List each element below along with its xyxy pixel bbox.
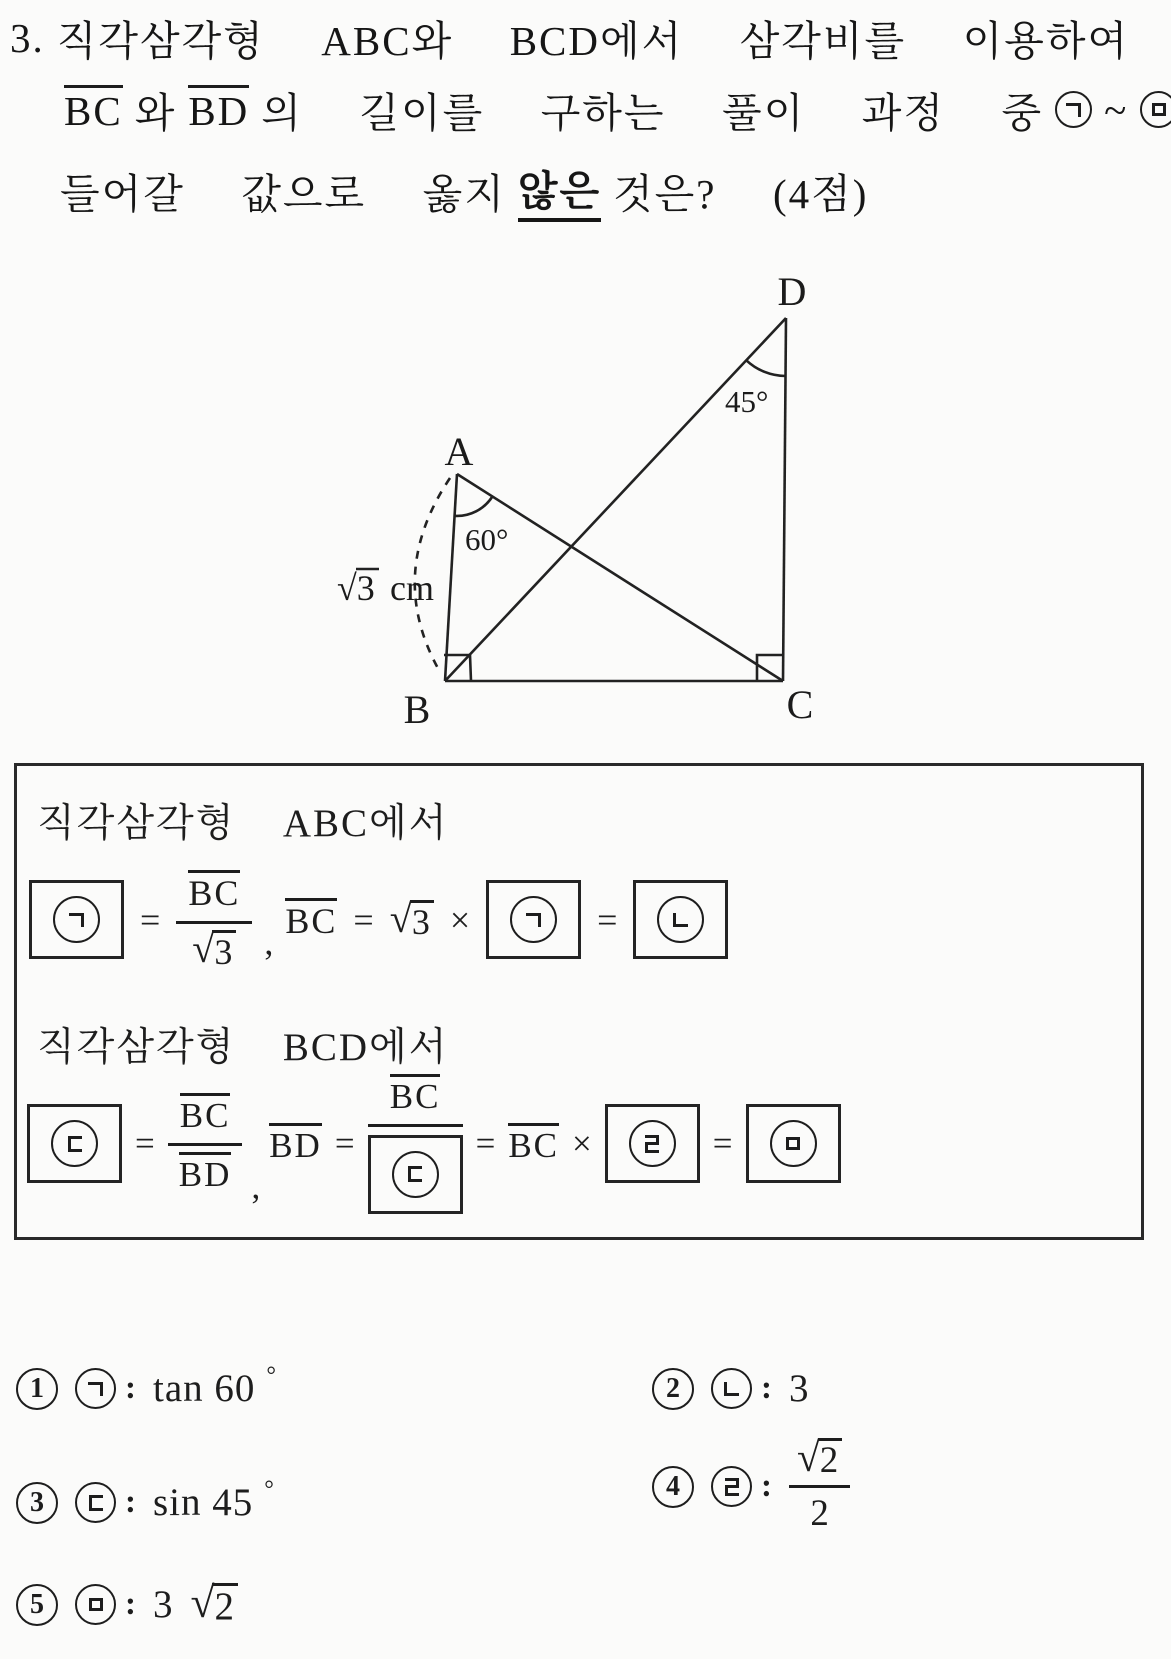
solution-line-bcd: 직각삼각형 BCD에서	[37, 1026, 449, 1069]
blank-giyeok-box	[29, 880, 124, 959]
radicand-2: 2	[212, 1583, 238, 1626]
segment-bd: BD	[269, 1123, 322, 1166]
jamo-tikeut-glyph	[68, 1136, 82, 1152]
jamo-giyeok-glyph	[526, 913, 541, 927]
jamo-mieum-glyph	[786, 1137, 800, 1150]
vertex-c-label: C	[786, 682, 814, 727]
question-line-1-text: 직각삼각형 ABC와 BCD에서 삼각비를 이용하여	[56, 18, 1130, 64]
colon: :	[125, 1370, 136, 1406]
times-sign: ×	[572, 1124, 592, 1164]
equals-sign: =	[140, 899, 161, 940]
equation-abc	[29, 870, 728, 970]
segment-bc: BC	[390, 1074, 441, 1117]
question-line-3-text-b: 것은? (4점)	[613, 170, 869, 217]
question-line-2	[64, 80, 1171, 139]
tilde-range: ~	[1104, 86, 1129, 133]
mark-nieun-icon	[711, 1368, 752, 1409]
mark-tikeut-icon	[51, 1120, 98, 1167]
mark-giyeok-icon	[1055, 91, 1092, 128]
unit-cm: cm	[390, 568, 434, 608]
mark-tikeut-icon	[75, 1482, 116, 1523]
blank-tikeut-box	[27, 1104, 122, 1183]
mark-tikeut-icon	[392, 1151, 439, 1198]
vertex-a-label: A	[444, 429, 474, 474]
fraction-bc-over-sqrt3	[176, 870, 252, 970]
choice-3-number-icon: 3	[16, 1482, 58, 1524]
choice-1-number-icon: 1	[16, 1368, 58, 1410]
mark-giyeok-icon	[510, 896, 557, 943]
blank-nieun-box	[633, 880, 728, 959]
segment-bd: BD	[179, 1152, 232, 1195]
choice-2-number-icon: 2	[652, 1368, 694, 1410]
denominator-2: 2	[810, 1493, 829, 1534]
choice-2	[652, 1366, 810, 1411]
jamo-rieul-glyph	[725, 1478, 739, 1496]
jamo-rieul-glyph	[645, 1135, 659, 1153]
times-sign: ×	[449, 899, 471, 940]
blank-mieum-box	[746, 1104, 841, 1183]
segment-bc: BC	[180, 1093, 231, 1136]
choice-4	[652, 1434, 850, 1535]
segment-bc-label: BC	[64, 85, 123, 134]
vertex-b-label: B	[403, 687, 431, 730]
angle-a-value: 60°	[465, 522, 509, 557]
radical-sign: √	[192, 925, 215, 971]
equals-sign: =	[475, 1124, 496, 1164]
jamo-tikeut-glyph	[408, 1166, 422, 1182]
comma: ,	[264, 921, 274, 962]
sqrt-2	[797, 1434, 842, 1481]
angle-arc-a	[455, 497, 493, 516]
question-number: 3.	[10, 14, 45, 61]
mark-giyeok-icon	[75, 1368, 116, 1409]
question-line-2-text-a: 와	[134, 90, 177, 136]
segment-bd-label: BD	[188, 85, 249, 134]
jamo-nieun-glyph	[724, 1382, 739, 1396]
question-line-3-text-a: 들어갈 값으로 옳지	[60, 170, 506, 217]
vertex-d-label: D	[777, 269, 807, 314]
colon: :	[125, 1586, 136, 1622]
question-line-1	[10, 8, 1129, 67]
equals-sign: =	[334, 1124, 355, 1164]
question-line-2-text-b: 의 길이를 구하는 풀이 과정 중	[261, 90, 1044, 136]
sqrt-3	[389, 895, 434, 942]
radical-sign: √	[797, 1434, 820, 1480]
triangle-diagram	[300, 250, 860, 730]
segment-bc: BC	[188, 870, 240, 914]
equals-sign: =	[597, 899, 618, 940]
sqrt-3	[192, 925, 236, 972]
colon: :	[761, 1468, 772, 1504]
equals-sign: =	[135, 1124, 155, 1164]
segment-bc: BC	[285, 898, 337, 942]
blank-tikeut-box	[368, 1135, 463, 1214]
fraction-bc-over-bd	[168, 1093, 243, 1194]
equals-sign: =	[353, 899, 374, 940]
solution-line-abc: 직각삼각형 ABC에서	[37, 802, 449, 845]
equation-bcd	[27, 1074, 841, 1214]
choice-3	[16, 1477, 274, 1525]
radicand-3: 3	[356, 568, 375, 608]
mark-giyeok-icon	[53, 896, 100, 943]
choice-5	[16, 1579, 238, 1628]
degree-sign: °	[266, 1363, 277, 1389]
jamo-mieum-glyph	[1152, 103, 1166, 116]
jamo-tikeut-glyph	[89, 1495, 103, 1511]
choice-5-number-icon: 5	[16, 1584, 58, 1626]
mark-nieun-icon	[657, 896, 704, 943]
equals-sign: =	[712, 1124, 733, 1164]
jamo-mieum-glyph	[89, 1598, 103, 1611]
choice-5-coefficient: 3	[153, 1583, 174, 1626]
choice-4-value-fraction	[789, 1434, 850, 1535]
sqrt-2	[190, 1579, 238, 1628]
radicand-3: 3	[410, 900, 434, 940]
jamo-nieun-glyph	[673, 913, 688, 927]
choice-3-value: sin 45	[153, 1481, 254, 1524]
side-ac	[457, 474, 783, 681]
angle-arc-d	[746, 360, 785, 376]
choice-1-value: tan 60	[153, 1367, 256, 1410]
mark-mieum-icon	[770, 1120, 817, 1167]
side-ab-length-label	[337, 568, 375, 608]
blank-giyeok-box	[486, 880, 581, 959]
blank-rieul-box	[605, 1104, 700, 1183]
colon: :	[125, 1484, 136, 1520]
radicand-3: 3	[212, 930, 236, 970]
underlined-not-word: 않은	[518, 158, 601, 222]
solution-box	[14, 763, 1144, 1240]
angle-d-value: 45°	[725, 384, 769, 419]
jamo-giyeok-glyph	[1066, 103, 1081, 117]
side-cd	[783, 318, 786, 681]
jamo-giyeok-glyph	[69, 913, 84, 927]
radical-sign: √	[337, 568, 357, 608]
choice-2-value: 3	[789, 1367, 810, 1410]
choice-4-number-icon: 4	[652, 1466, 694, 1508]
radical-sign: √	[389, 895, 412, 941]
jamo-giyeok-glyph	[88, 1382, 103, 1396]
segment-bc: BC	[508, 1123, 559, 1166]
comma: ,	[251, 1166, 261, 1206]
mark-rieul-icon	[711, 1466, 752, 1507]
fraction-bc-over-tikeut	[368, 1074, 463, 1214]
colon: :	[761, 1370, 772, 1406]
mark-rieul-icon	[629, 1120, 676, 1167]
question-line-3	[60, 158, 868, 222]
mark-mieum-icon	[1140, 91, 1171, 128]
side-ab	[445, 474, 457, 681]
choice-1	[16, 1363, 277, 1411]
degree-sign: °	[264, 1477, 274, 1503]
radical-sign: √	[190, 1579, 215, 1627]
mark-mieum-icon	[75, 1584, 116, 1625]
radicand-2: 2	[818, 1438, 843, 1479]
